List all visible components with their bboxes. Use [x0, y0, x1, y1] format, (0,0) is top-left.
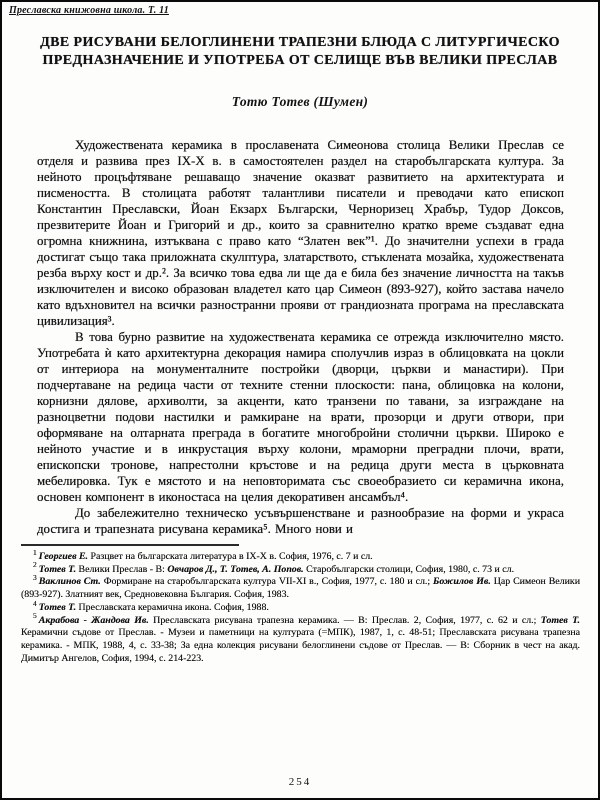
running-header: Преславска книжовна школа. Т. 11: [9, 5, 169, 16]
footnotes-block: [21, 547, 580, 665]
footnote-author: Тотев Т.: [38, 563, 77, 575]
footnote-text: Формиране на старобългарската култура VII-XI в., София, 1977, с. 180 и сл.;: [100, 576, 434, 588]
footnote: [21, 611, 580, 666]
footnote: [21, 560, 580, 577]
page-number: 254: [288, 776, 312, 788]
footnote-text: Старобългарски столици, София, 1980, с. 73 и сл.: [303, 563, 515, 575]
footnote: [21, 598, 580, 615]
footnote-text: Преславската керамична икона. София, 1988.: [76, 601, 269, 613]
footnote-text: Керамични съдове от Преслав. - Музеи и паметници на културата (=МПК), 1987, 1, с. 48-51; Преславската рисувана трапезна керамика. - МПК, 1988, 4, с. 33-38; За една колекция рисувани белоглинени съдове от Преслав. — В: Сборник в чест на акад. Димитър Ангелов, София, 1994, с. 214-223.: [21, 627, 580, 664]
footnote: [21, 573, 580, 601]
author-byline: Тотю Тотев (Шумен): [231, 94, 369, 109]
footnote-author: Георгиев Е.: [38, 551, 89, 562]
article-title: ДВЕ РИСУВАНИ БЕЛОГЛИНЕНИ ТРАПЕЗНИ БЛЮДА С ЛИТУРГИЧЕСКО ПРЕДНАЗНАЧЕНИЕ И УПОТРЕБА ОТ СЕЛИЩЕ ВЪВ ВЕЛИКИ ПРЕСЛАВ: [40, 35, 560, 68]
footnote-author: Ваклинов Ст.: [38, 576, 101, 588]
footnote-author: Акрабова - Жандова Ив.: [38, 614, 149, 626]
footnote-text: Преславската рисувана трапезна керамика. — В: Преслав. 2, София, 1977, с. 62 и сл.;: [148, 614, 541, 626]
footnote-marker: 1: [33, 547, 37, 557]
footnote-marker: 3: [33, 573, 37, 583]
footnote-author: Тотев Т.: [38, 601, 77, 613]
footnote-author: Божилов Ив.: [433, 576, 491, 588]
footnote-text: Цар Симеон Велики (893-927). Златният век, Средновековна България. София, 1983.: [21, 576, 580, 601]
footnote: [21, 547, 580, 564]
body-paragraph: В това бурно развитие на художествената керамика се отрежда изключително място. Употребата ѝ като архитектурна декорация намира сполучлив израз в облицовката на цокли от интериора на монументалните постройки (дворци, църкви и манастири). При подчертаване на редица части от техните стенни плоскости: пана, облицовка на колони, корнизни дялове, архиволти, за акценти, като транзени по тавани, за изграждане на разноцветни подови настилки и рамкиране на врати, прозорци и други отвори, при оформяване на олтарната преграда в богатите многобройни столични църкви. Широко е нейното участие и в инкрустация върху колони, мраморни преградни плочи, врати, епископски тронове, напрестолни кръстове и на редица други места в църковната мебелировка. Тук е мястото и на неповторимата със своеобразието си керамична икона, основен компонент в иконостаса на целия декоративен ансамбъл⁴.: [37, 330, 564, 504]
footnote-marker: 5: [33, 611, 37, 621]
body-paragraph: Художествената керамика в прославената Симеонова столица Велики Преслав се отделя и развива през IX-X в. в самостоятелен раздел на старобългарската култура. За нейното процъфтяване решаващо значение оказват развитието на архитектурата и писмеността. В столицата работят талантливи писатели и преводачи като епископ Константин Преславски, Йоан Екзарх Български, Черноризец Храбър, Тудор Доксов, презвитерите Йоан и Григорий и др., които за сравнително кратко време създават една огромна книжнина, изтъквана с право като “Златен век”¹. До значителни успехи в града достигат също така приложната скулптура, златарството, стъклената мозайка, художествената резба върху кост и др.². За всичко това едва ли ще да е била без значение личността на такъв изключителен и високо образован владетел като цар Симеон (893-927), който застава начело като вдъхновител на всички разностранни прояви от грандиозната програма на преславската цивилизация³.: [37, 138, 564, 328]
article-body: [37, 137, 564, 537]
footnote-text: Велики Преслав - В:: [76, 563, 168, 575]
footnote-marker: 2: [33, 560, 37, 570]
footnote-text: Разцвет на българската литература в IX-X в. София, 1976, с. 7 и сл.: [88, 551, 373, 562]
footnote-author: Овчаров Д., Т. Тотев, А. Попов.: [167, 563, 304, 575]
footnote-marker: 4: [33, 598, 37, 608]
body-paragraph: До забележително техническо усъвършенстване и разнообразие на форми и украса достига и трапезната рисувана керамика⁵. Много нови и: [37, 506, 564, 536]
footnote-separator: [21, 544, 239, 546]
footnote-author: Тотев Т.: [540, 614, 580, 626]
